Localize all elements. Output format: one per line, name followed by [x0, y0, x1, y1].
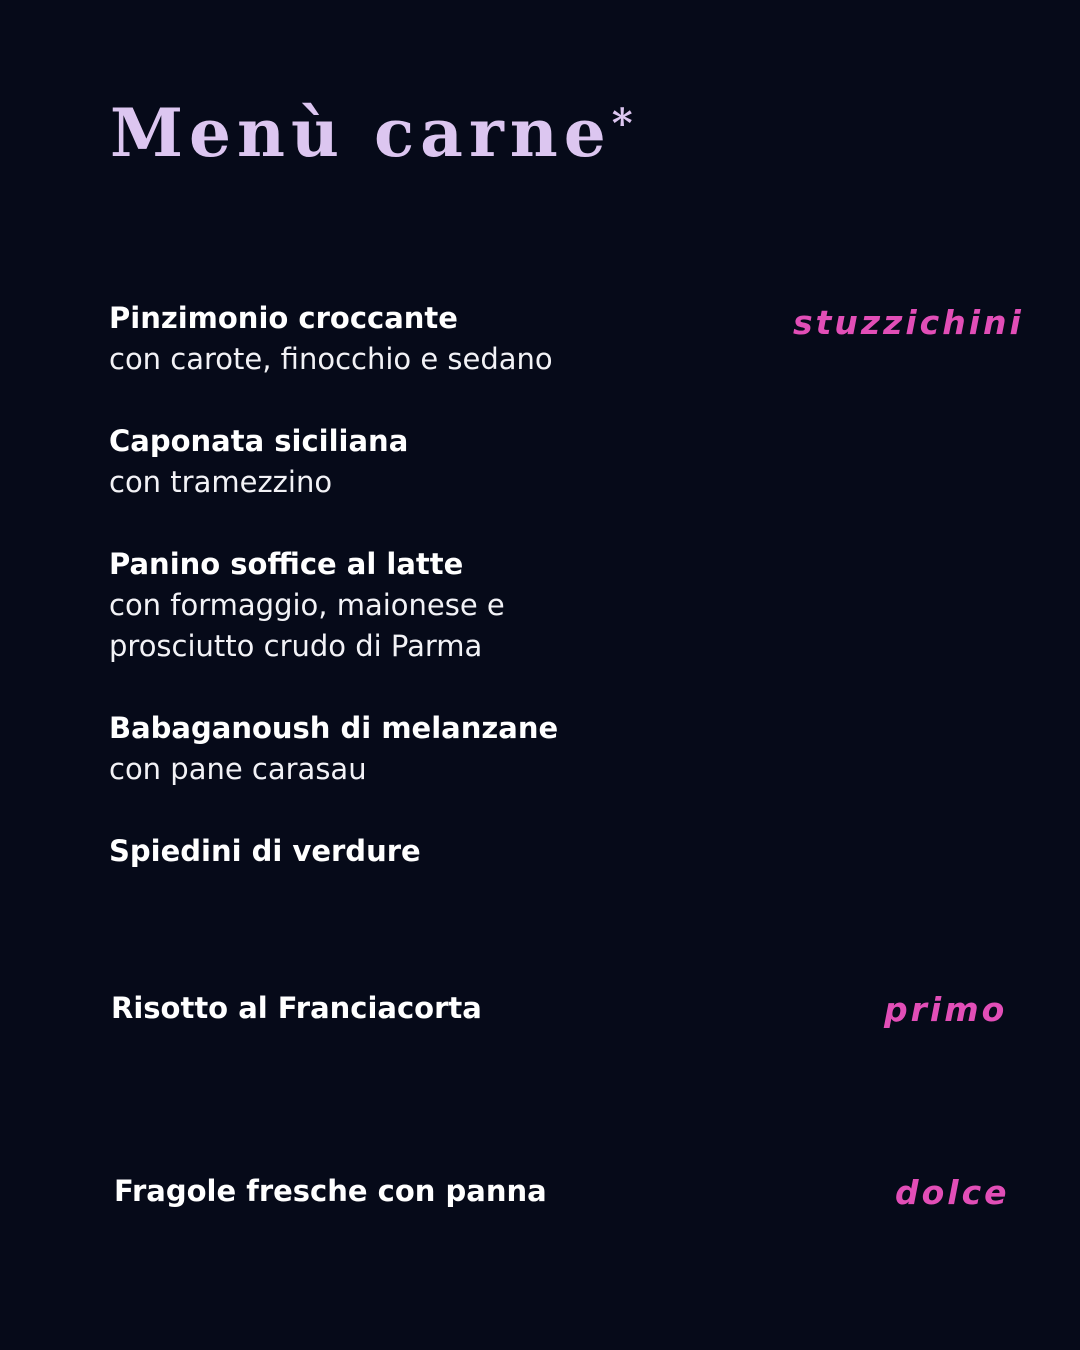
menu-item — [109, 421, 408, 503]
menu-item-description: con tramezzino — [109, 465, 333, 499]
menu-item-name: Fragole fresche con panna — [114, 1174, 547, 1208]
category-label-primo: primo — [884, 990, 1008, 1029]
menu-item-name: Caponata siciliana — [109, 424, 409, 458]
menu-item-name: Pinzimonio croccante — [109, 301, 458, 335]
menu-item-name: Panino soffice al latte — [109, 547, 464, 581]
menu-item-name: Spiedini di verdure — [109, 834, 421, 868]
menu-title — [110, 94, 633, 172]
asterisk-mark: * — [611, 100, 633, 147]
menu-item — [109, 831, 421, 872]
menu-title-text: Menù carne — [110, 94, 612, 172]
category-label-dolce: dolce — [895, 1173, 1010, 1212]
menu-item-description: prosciutto crudo di Parma — [109, 629, 483, 663]
menu-item — [109, 298, 553, 380]
menu-item — [111, 988, 482, 1029]
menu-item — [109, 544, 505, 667]
menu-item — [109, 708, 558, 790]
menu-item — [114, 1171, 547, 1212]
menu-item-description: con formaggio, maionese e — [109, 588, 505, 622]
menu-item-description: con pane carasau — [109, 752, 367, 786]
menu-item-description: con carote, finocchio e sedano — [109, 342, 553, 376]
menu-item-name: Babaganoush di melanzane — [109, 711, 559, 745]
category-label-stuzzichini: stuzzichini — [793, 303, 1024, 342]
menu-item-name: Risotto al Franciacorta — [111, 991, 482, 1025]
